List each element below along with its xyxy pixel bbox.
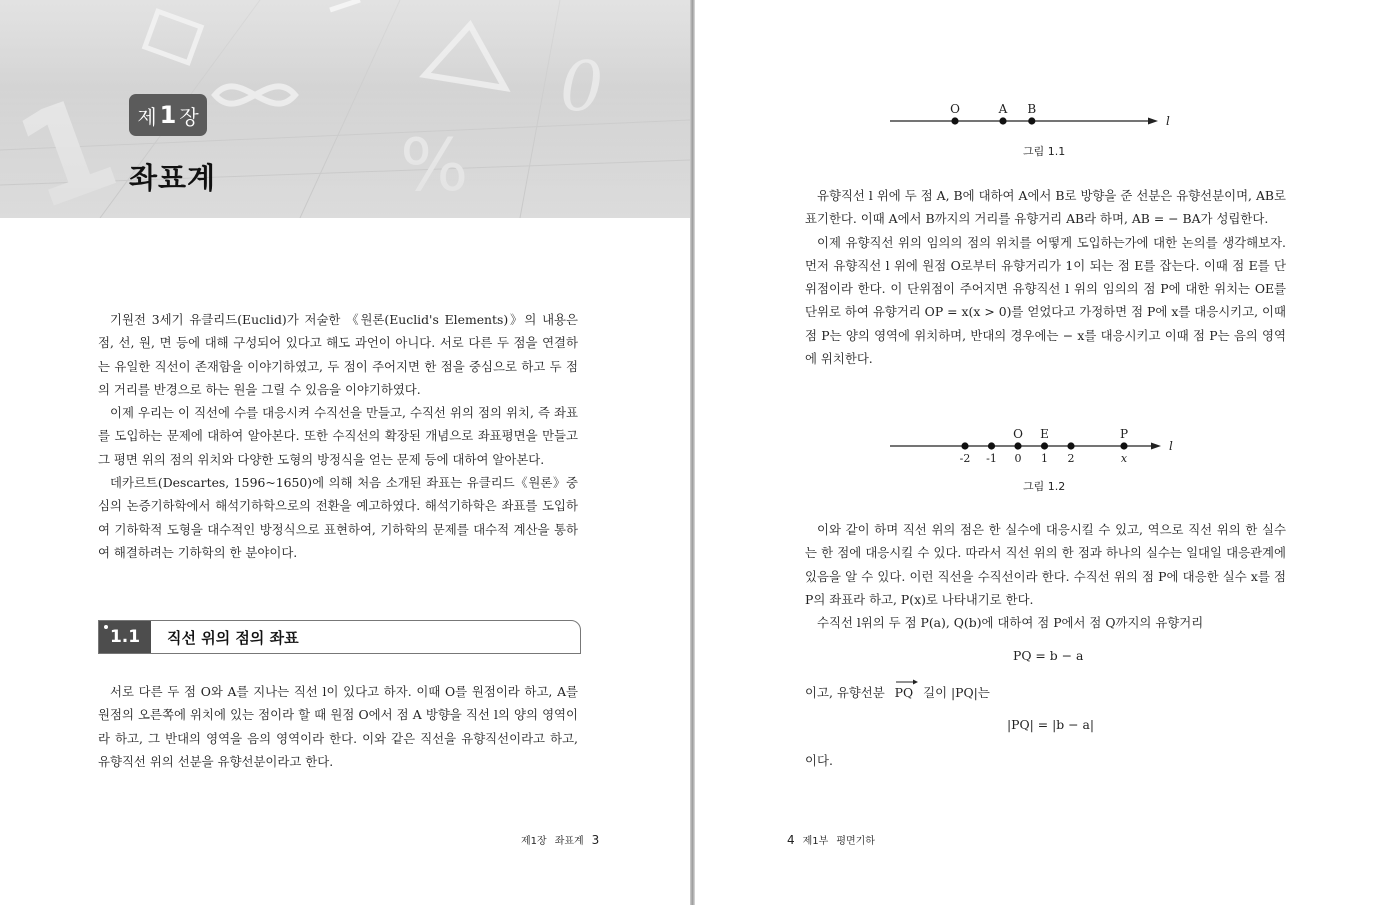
arrow-head-icon	[1148, 118, 1158, 125]
vector-arrow-icon	[895, 678, 919, 686]
section-heading	[98, 620, 581, 654]
intro-text	[98, 308, 578, 564]
text-fragment: 길이 |PQ|는	[923, 685, 990, 700]
line-label: l	[1166, 114, 1170, 128]
chapter-banner	[0, 0, 690, 218]
tick-point	[1014, 442, 1021, 449]
left-page	[0, 0, 690, 905]
number-line-figure-1	[890, 98, 1190, 133]
paragraph: 수직선 l위의 두 점 P(a), Q(b)에 대하여 점 P에서 점 Q까지의 유향거리	[817, 615, 1204, 631]
left-footer	[521, 832, 599, 847]
tick-label: -1	[986, 452, 997, 465]
tick-point	[1120, 442, 1127, 449]
point-O	[951, 117, 958, 124]
footer-chapter-title: 좌표계	[554, 836, 584, 847]
right-footer	[787, 832, 875, 847]
right-text-1	[805, 184, 1286, 370]
section-number: 1.1	[109, 627, 141, 647]
figure-1-2	[890, 426, 1190, 472]
tick-label: 0	[1014, 452, 1022, 465]
tick-label: 1	[1041, 452, 1048, 465]
tick-point	[1067, 442, 1074, 449]
line-label: l	[1169, 439, 1173, 453]
chapter-label-suffix: 장	[179, 104, 199, 129]
point-label: O	[1013, 427, 1023, 441]
intro-paragraph: 데카르트(Descartes, 1596~1650)에 의해 처음 소개된 좌표는 유클리드《원론》중심의 논증기하학에서 해석기하학으로의 전환을 예고하였다. 해석기하학은 좌표를 도입하여 기하학적 도형을 대수적인 방정식으로 표현하여, 기하학의 문제를 대수적 계산을 통하여 해결하려는 기하학의 한 분야이다.	[98, 475, 578, 560]
paragraph: 유향직선 l 위에 두 점 A, B에 대하여 A에서 B로 방향을 준 선분은 유향선분이며, AB로 표기한다. 이때 A에서 B까지의 거리를 유향거리 AB라 하며, AB = − BA가 성립한다.	[805, 188, 1286, 227]
footer-part: 제1부	[802, 836, 829, 847]
point-label: O	[950, 102, 960, 116]
vector-length-line	[805, 683, 990, 701]
number-line-figure-2	[890, 426, 1190, 468]
paragraph: 이와 같이 하며 직선 위의 점은 한 실수에 대응시킬 수 있고, 역으로 직선 위의 한 실수는 한 점에 대응시킬 수 있다. 따라서 직선 위의 한 점과 하나의 실수는 일대일 대응관계에 있음을 알 수 있다. 이런 직선을 수직선이라 한다. 수직선 위의 점 P에 대응한 실수 x를 점 P의 좌표라 하고, P(x)로 나타내기로 한다.	[805, 522, 1286, 607]
tick-point	[1041, 442, 1048, 449]
paragraph: 이제 유향직선 위의 임의의 점의 위치를 어떻게 도입하는가에 대한 논의를 생각해보자. 먼저 유향직선 l 위에 원점 O로부터 유향거리가 1이 되는 점 E를 잡는다. 이때 점 E를 단위점이라 한다. 이 단위점이 주어지면 유향직선 l 위의 임의의 점 P에 대한 위치는 OE를 단위로 하여 유향거리 OP = x(x > 0)를 얻었다고 가정하면 점 P에 x를 대응시키고, 이때 점 P는 양의 영역에 위치하며, 반대의 경우에는 − x를 대응시키고 이때 점 P는 음의 영역에 위치한다.	[805, 234, 1286, 367]
point-A	[999, 117, 1006, 124]
page-number: 3	[591, 832, 600, 847]
right-page	[695, 0, 1388, 905]
point-label: P	[1119, 427, 1129, 441]
point-B	[1028, 117, 1035, 124]
closing-text: 이다.	[805, 753, 833, 768]
tick-label: 2	[1067, 452, 1075, 465]
section-paragraph: 서로 다른 두 점 O와 A를 지나는 직선 l이 있다고 하자. 이때 O를 원점이라 하고, A를 원점의 오른쪽에 위치에 있는 점이라 할 때 원점 O에서 점 A 방향을 직선 l의 양의 영역이라 하고, 그 반대의 영역을 음의 영역이라 한다. 이와 같은 직선을 유향직선이라고 하고, 유향직선 위의 선분을 유향선분이라고 한다.	[98, 684, 578, 769]
banner-decoration	[0, 0, 690, 218]
tick-label: x	[1120, 452, 1128, 465]
section-text	[98, 680, 578, 773]
equation-abs-distance: |PQ| = |b − a|	[1007, 717, 1095, 732]
text-fragment: 이고, 유향선분	[805, 685, 885, 700]
chapter-number: 1	[159, 101, 177, 129]
page-number: 4	[787, 832, 795, 847]
point-label: A	[998, 102, 1008, 116]
right-text-2	[805, 518, 1286, 634]
tick-label: -2	[959, 452, 971, 465]
intro-paragraph: 이제 우리는 이 직선에 수를 대응시켜 수직선을 만들고, 수직선 위의 점의 위치, 즉 좌표를 도입하는 문제에 대하여 알아본다. 또한 수직선의 확장된 개념으로 좌표평면을 만들고 그 평면 위의 점의 위치와 다양한 도형의 방정식을 얻는 문제 등에 대하여 알아본다.	[98, 405, 578, 467]
figure-1-2-caption: 그림 1.2	[1023, 480, 1066, 493]
tick-point	[961, 442, 968, 449]
vector-pq	[895, 685, 914, 700]
footer-part-title: 평면기하	[836, 836, 875, 847]
bullet-dot-icon	[104, 625, 108, 629]
chapter-badge	[129, 94, 207, 136]
footer-chapter: 제1장	[521, 836, 547, 847]
point-label: E	[1040, 427, 1049, 441]
figure-1-1	[890, 98, 1190, 137]
arrow-head-icon	[1151, 443, 1161, 450]
vector-label: PQ	[894, 685, 914, 700]
section-title: 직선 위의 점의 좌표	[167, 628, 299, 647]
tick-point	[988, 442, 995, 449]
equation-directed-distance: PQ = b − a	[1013, 648, 1084, 663]
section-number-badge	[99, 621, 151, 653]
figure-1-1-caption: 그림 1.1	[1023, 145, 1066, 158]
chapter-label-prefix: 제	[137, 104, 157, 129]
intro-paragraph: 기원전 3세기 유클리드(Euclid)가 저술한 《원론(Euclid's Elements)》의 내용은 점, 선, 원, 면 등에 대해 구성되어 있다고 해도 과언이 아니다. 서로 다른 두 점을 연결하는 유일한 직선이 존재함을 이야기하였고, 두 점이 주어지면 한 점을 중심으로 하고 두 점의 거리를 반경으로 하는 원을 그릴 수 있음을 이야기하였다.	[98, 312, 578, 397]
chapter-title: 좌표계	[129, 161, 217, 195]
point-label: B	[1027, 102, 1037, 116]
